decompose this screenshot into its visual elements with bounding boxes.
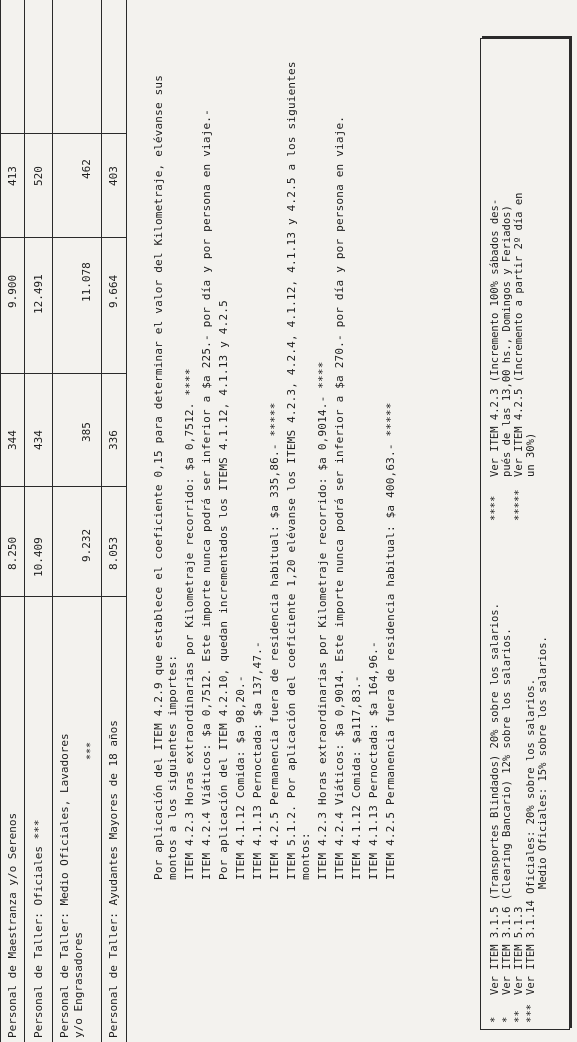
footnote-item: Medio Oficiales: 15% sobre los salarios. xyxy=(537,636,549,889)
value-cell: 9.664 xyxy=(107,274,120,308)
footnote-item: *Ver ITEM 3.1.5 (Transportes Blindados) 20% sobre los salarios. xyxy=(489,603,501,1023)
footnote-item: ****Ver ITEM 4.2.3 (Incremento 100% sábados des- xyxy=(489,198,501,521)
value-cell: 10.409 xyxy=(32,537,45,577)
paragraph-line: ITEM 4.2.3 Horas extraordinarias por Kilometraje recorrido: $a 0,9014.- **** xyxy=(316,361,329,880)
value-cell: 403 xyxy=(107,166,120,186)
paragraph-line: ITEM 4.1.12 Comida: $a 98,20.- xyxy=(234,675,247,880)
category-label: Personal de Taller: Oficiales *** xyxy=(32,819,45,1038)
footnote-item: ***Ver ITEM 3.1.14 Oficiales: 20% sobre los salarios. xyxy=(525,678,537,1023)
value-cell: 8.250 xyxy=(6,536,19,570)
category-label: Personal de Taller: Medio Oficiales, Lavadores xyxy=(58,733,71,1038)
paragraph-line: ITEM 4.2.4 Viáticos: $a 0,7512. Este importe nunca podrá ser inferior a $a 225.- por día y por persona en viaje.- xyxy=(200,109,213,880)
paragraph-line: Por aplicación del ITEM 4.2.10, quedan incrementados los ITEMS 4.1.12, 4.1.13 y 4.2.5 xyxy=(217,300,230,880)
paragraph-line: ITEM 4.2.4 Viáticos: $a 0,9014. Este importe nunca podrá ser inferior a $a 270.- por día y por persona en viaje. xyxy=(333,115,346,880)
value-cell: 520 xyxy=(32,166,45,186)
footnotes-right xyxy=(489,193,537,521)
paragraph-line: ITEM 4.2.5 Permanencia fuera de residencia habitual: $a 400,63.- ***** xyxy=(384,402,397,880)
paragraph-line: ITEM 4.1.12 Comida: $a117,83.- xyxy=(350,675,363,880)
category-label: Personal de Taller: Ayudantes Mayores de 18 años xyxy=(107,720,120,1038)
category-label: Personal de Maestranza y/o Serenos xyxy=(6,812,19,1038)
footnote-item: *Ver ITEM 3.1.6 (Clearing Bancario) 12% sobre los salarios. xyxy=(501,628,513,1023)
table-row xyxy=(32,819,45,1038)
paragraph-line: montos a los siguientes importes: xyxy=(166,654,179,880)
footnote-item: **Ver ITEM 5.1.3 xyxy=(513,906,525,1023)
footnotes-box xyxy=(480,38,570,1030)
footnote-item: un 30%) xyxy=(525,432,537,477)
footnote-mark: *** xyxy=(85,741,96,760)
value-cell: 385 xyxy=(80,422,93,442)
category-label: y/o Engrasadores xyxy=(72,932,85,1038)
value-cell: 344 xyxy=(6,430,19,450)
value-cell: 434 xyxy=(32,430,45,450)
footnotes-left xyxy=(489,603,549,1023)
table-row xyxy=(58,733,85,1038)
paragraph-line: ITEM 4.1.13 Pernoctada: $a 164,96.- xyxy=(367,641,380,880)
paragraph-line: ITEM 4.1.13 Pernoctada: $a 137,47.- xyxy=(251,641,264,880)
value-cell: 11.078 xyxy=(80,262,93,302)
value-cell: 12.491 xyxy=(32,274,45,314)
table-row xyxy=(6,813,19,1038)
value-cell: 462 xyxy=(80,159,93,179)
value-cell: 413 xyxy=(6,166,19,186)
paragraph-line: Por aplicación del ITEM 4.2.9 que establece el coeficiente 0,15 para determinar el valor del Kilometraje, elévanse sus xyxy=(152,74,165,880)
value-cell: 336 xyxy=(107,430,120,450)
paragraph-line: ITEM 4.2.3 Horas extraordinarias por Kilometraje recorrido: $a 0,7512. **** xyxy=(183,368,196,880)
paragraph-line: montos: xyxy=(299,832,312,880)
value-cell: 8.053 xyxy=(107,536,120,570)
salary-table xyxy=(0,0,140,1042)
paragraph-line: ITEM 4.2.5 Permanencia fuera de residencia habitual: $a 335,86.- ***** xyxy=(268,402,281,880)
paragraph-line: ITEM 5.1.2. Por aplicación del coeficiente 1,20 elévanse los ITEMS 4.2.3, 4.2.4, 4.1.12, 4.1.13 y 4.2.5 a los siguientes xyxy=(285,61,298,880)
table-row xyxy=(107,720,120,1038)
value-cell: 9.232 xyxy=(80,528,93,562)
footnote-item: *****Ver ITEM 4.2.5 (Incremento a partir 2º día en xyxy=(513,192,525,521)
footnote-item: pués de las 13,00 hs., Domingos y Feriados) xyxy=(501,205,513,477)
value-cell: 9.900 xyxy=(6,274,19,308)
